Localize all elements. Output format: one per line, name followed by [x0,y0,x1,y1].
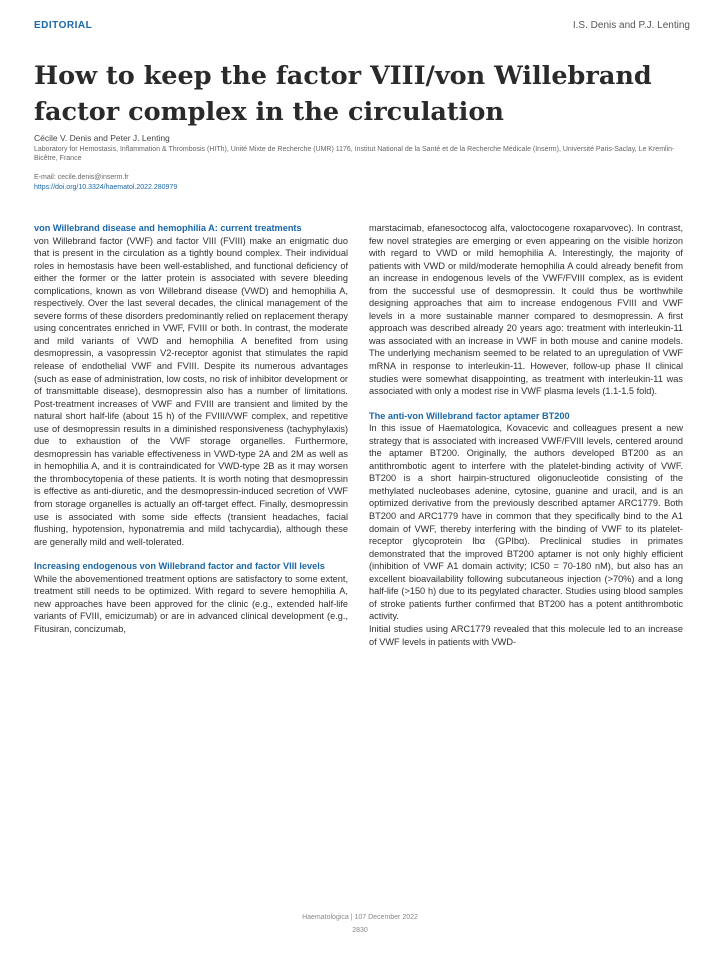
running-header-authors: I.S. Denis and P.J. Lenting [572,20,690,31]
author-affiliation: Laboratory for Hemostasis, Inflammation & Thrombosis (HITh), Unité Mixte de Recherche (UMR) 1176, Institut National de la Santé et de la Recherche Médicale (Inserm), Université Paris-Saclay, Le Kremlin-Bicêtre, France [34,146,675,162]
right-column [369,222,683,648]
page-number: 2830 [352,927,368,934]
doi-link[interactable]: https://doi.org/10.3324/haematol.2022.280979 [34,184,178,191]
article-title: How to keep the factor VIII/von Willebrand factor complex in the circulation [34,61,652,127]
author-byline: Cécile V. Denis and Peter J. Lenting [34,133,170,143]
correspondence-email[interactable]: E-mail: cecile.denis@inserm.fr [34,174,129,181]
body-paragraph: While the abovementioned treatment options are satisfactory to some extent, treatment still needs to be optimized. With regard to severe hemophilia A, new approaches have been approved for the clinic (e.g., extended half-life variants of FVIII, emicizumab) or are in advanced clinical development (e.g., Fitusiran, concizumab, [34,573,348,634]
body-paragraph: Initial studies using ARC1779 revealed that this molecule led to an increase of VWF levels in patients with VWD- [369,623,683,647]
body-paragraph: marstacimab, efanesoctocog alfa, valoctocogene roxaparvovec). In contrast, few novel strategies are emerging or even appearing on the visible horizon with regard to VWD or mild hemophilia A. Interestingly, the majority of patients with VWD or mild/moderate hemophilia A could already benefit from an increase in endogenous levels of the VWF/FVIII complex, as is evident from the successful use of desmopressin. It could thus be worthwhile designing approaches that aim to increase endogenous FVIII and VWF levels in a more sustainable manner compared to desmopressin. A first approach was described already 20 years ago: treatment with interleukin-11 was associated with an increase in VWF in both mouse and canine models. The underlying mechanism seemed to be related to an upregulation of VWF mRNA in response to interleukin-11. However, follow-up phase II clinical studies were somewhat disappointing, as treatment with interleukin-11 was associated with only a modest rise in VWF plasma levels (1.1-1.5 fold). [369,223,683,397]
section-heading: von Willebrand disease and hemophilia A: current treatments [34,223,302,233]
footer-journal: Haematologica | 107 December 2022 [302,914,418,921]
left-column [34,222,348,636]
body-paragraph: von Willebrand factor (VWF) and factor VIII (FVIII) make an enigmatic duo that is present in the circulation as a tightly bound complex. Their individual roles in hemostasis have been well-established, and functional deficiency of either the former or the latter protein is associated with severe bleeding complications, known as von Willebrand disease (VWD) and hemophilia A, respectively. Over the last several decades, the clinical management of the severe forms of these disorders predominantly relied on replacement therapy using concentrates enriched in VWF, FVIII or both. In contrast, the moderate and mild variants of VWD and hemophilia A benefited from using desmopressin, a vasopressin V2-receptor agonist that stimulates the rapid release of endothelial VWF and FVIII. Despite its numerous advantages (such as ease of administration, low costs, no risk of inhibitor development or of transmittable disease), desmopressin also has a number of limitations. Post-treatment increases of VWF and FVIII are transient and limited by the natural short half-life (about 15 h) of the FVIII/VWF complex, and repetitive use of desmopressin results in a diminished responsiveness (tachyphylaxis) due to exhaustion of the VWF storage organelles. Furthermore, desmopressin has variable effectiveness in VWD-type 2A and 2M as well as in hemophilia A, and it is contraindicated for VWD-type 2B as it may worsen the thrombocytopenia of these patients. It is worth noting that desmopressin is effective as anti-diuretic, and the desmopressin-induced secretion of VWF from storage organelles is actually an off-target effect. Finally, desmopressin use is associated with some side effects (transient headaches, facial flushing, hypotension, hyponatremia and mild tachycardia), although these are generally mild and well-tolerated. [34,235,348,547]
section-label: EDITORIAL [34,20,93,31]
section-heading: Increasing endogenous von Willebrand factor and factor VIII levels [34,561,325,572]
body-paragraph: In this issue of Haematologica, Kovacevic and colleagues present a new strategy that is associated with increased VWF/FVIII levels, centered around the aptamer BT200. Originally, the authors developed BT200 as an antithrombotic agent to interfere with the platelet-binding activity of VWF. BT200 is a short hairpin-structured oligonucleotide consisting of the methylated nucleobases adenine, cytosine, guanine and uracil, and is an optimized derivative from the previously described aptamer ARC1779. Both BT200 and ARC1779 have in common that they specifically bind to the A1 domain of VWF, thereby interfering with the binding of VWF to its platelet-receptor glycoprotein Ibα (GPIbα). Preclinical studies in primates demonstrated that the improved BT200 aptamer is not only highly efficient (inhibition of VWF A1 domain activity; IC50 = 70-180 nM), but also has an excellent bioavailability following subcutaneous injection (>70%) and a long half-life (>150 h) due to its pegylated character. Studies using blood samples of stroke patients further confirmed that BT200 has a potent antithrombotic activity. [369,423,683,622]
section-heading: The anti-von Willebrand factor aptamer BT200 [369,410,570,421]
